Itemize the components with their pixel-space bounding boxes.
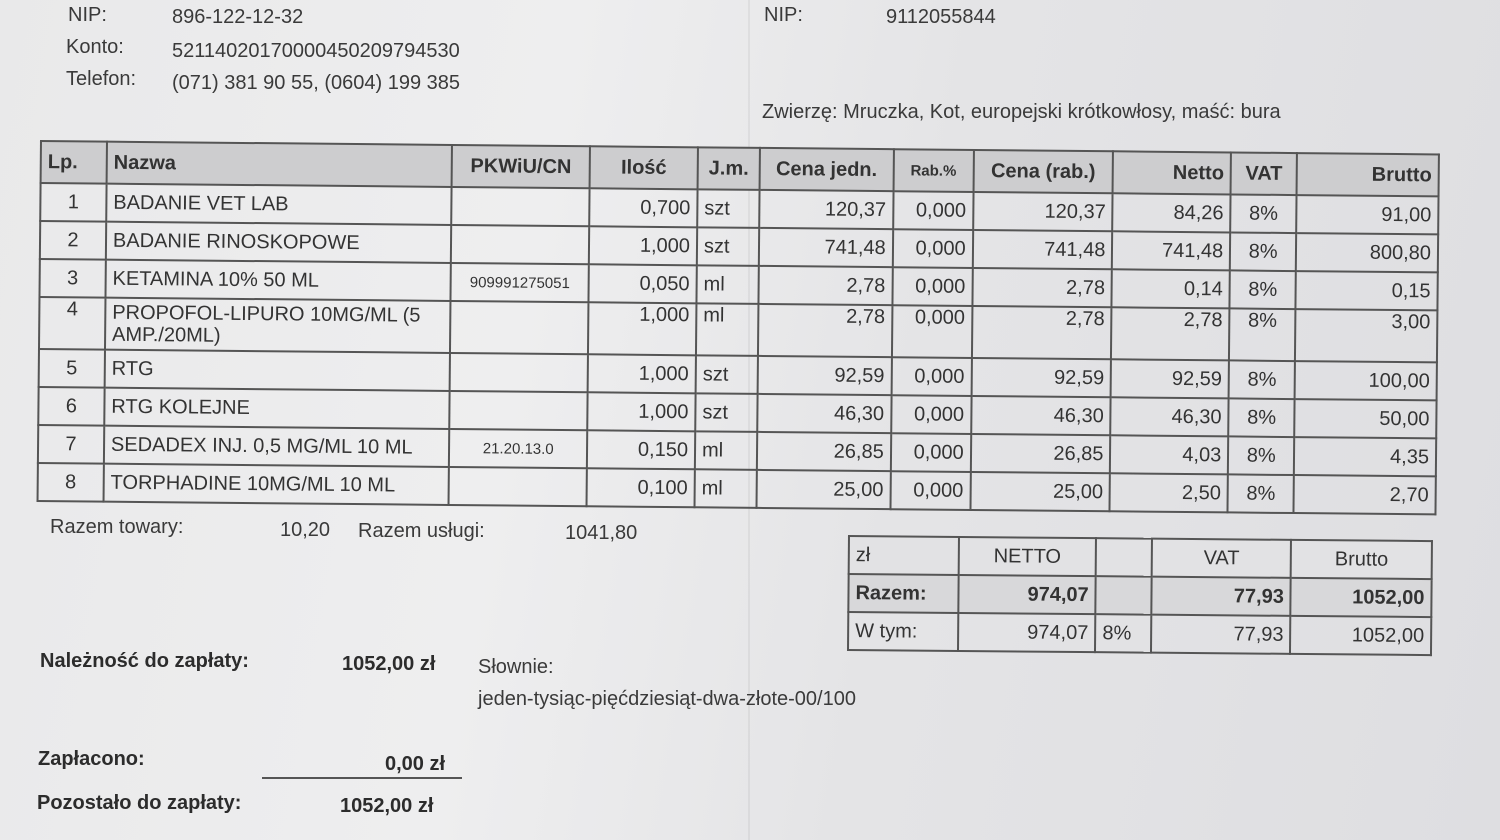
cell-price: 2,78 — [758, 304, 892, 357]
buyer-nip-label: NIP: — [764, 4, 803, 26]
amount-due: 1052,00 zł — [342, 653, 436, 675]
col-cena-rab: Cena (rab.) — [973, 150, 1113, 193]
summary-breakdown-netto: 974,07 — [958, 613, 1096, 652]
cell-pkwiu: 21.20.13.0 — [449, 429, 587, 468]
cell-pkwiu — [449, 467, 587, 506]
vat-summary-table — [847, 535, 1433, 656]
cell-pkwiu — [451, 225, 589, 264]
col-nazwa: Nazwa — [106, 142, 452, 187]
cell-rab: 0,000 — [891, 357, 971, 396]
cell-pkwiu — [450, 353, 588, 392]
cell-rab: 0,000 — [892, 267, 972, 306]
separator-line — [262, 777, 462, 779]
col-pkwiu: PKWiU/CN — [452, 145, 590, 188]
cell-vat: 8% — [1228, 398, 1294, 437]
cell-qty: 0,150 — [587, 430, 695, 469]
cell-qty: 0,050 — [589, 264, 697, 303]
animal-info: Zwierzę: Mruczka, Kot, europejski krótkowłosy, maść: bura — [762, 101, 1281, 123]
cell-name: RTG KOLEJNE — [104, 388, 450, 429]
cell-rab: 0,000 — [893, 191, 973, 230]
items-table — [37, 140, 1440, 515]
cell-vat: 8% — [1230, 270, 1296, 309]
cell-name: KETAMINA 10% 50 ML — [105, 260, 451, 301]
summary-header-row — [849, 536, 1432, 579]
remaining-label: Pozostało do zapłaty: — [37, 792, 242, 814]
cell-price-rab: 741,48 — [972, 230, 1112, 269]
summary-total-brutto: 1052,00 — [1291, 578, 1432, 617]
col-ilosc: Ilość — [590, 146, 698, 189]
cell-price: 92,59 — [758, 356, 892, 395]
cell-lp: 2 — [40, 221, 106, 260]
cell-rab: 0,000 — [891, 433, 971, 472]
cell-unit: szt — [697, 189, 759, 228]
cell-name: SEDADEX INJ. 0,5 MG/ML 10 ML — [104, 426, 450, 467]
summary-col-netto: NETTO — [958, 537, 1096, 576]
seller-konto: 52114020170000450209794530 — [172, 40, 460, 62]
cell-qty: 0,100 — [587, 468, 695, 507]
summary-breakdown-vat: 77,93 — [1151, 615, 1291, 654]
cell-qty: 0,700 — [589, 188, 697, 227]
cell-brutto: 100,00 — [1295, 361, 1437, 400]
cell-price-rab: 26,85 — [971, 434, 1111, 473]
cell-vat: 8% — [1229, 308, 1295, 361]
cell-price: 25,00 — [756, 470, 890, 509]
cell-price: 2,78 — [758, 266, 892, 305]
seller-tel: (071) 381 90 55, (0604) 199 385 — [172, 72, 460, 94]
cell-brutto: 4,35 — [1294, 437, 1436, 476]
cell-netto: 46,30 — [1111, 397, 1229, 436]
cell-rab: 0,000 — [892, 305, 972, 358]
seller-konto-label: Konto: — [66, 36, 124, 58]
summary-total-row — [848, 574, 1431, 617]
summary-breakdown-row — [848, 612, 1431, 655]
cell-vat: 8% — [1229, 360, 1295, 399]
cell-price-rab: 2,78 — [972, 306, 1112, 359]
seller-nip-label: NIP: — [68, 4, 107, 26]
cell-netto: 2,78 — [1111, 307, 1229, 360]
cell-name: BADANIE RINOSKOPOWE — [106, 222, 452, 263]
cell-netto: 0,14 — [1112, 269, 1230, 308]
cell-netto: 2,50 — [1110, 473, 1228, 512]
cell-brutto: 2,70 — [1294, 475, 1436, 514]
cell-pkwiu — [451, 187, 589, 226]
col-lp: Lp. — [41, 141, 107, 184]
cell-name: TORPHADINE 10MG/ML 10 ML — [103, 464, 449, 505]
summary-col-brutto: Brutto — [1291, 540, 1432, 579]
cell-lp: 5 — [39, 349, 105, 388]
cell-vat: 8% — [1230, 232, 1296, 271]
summary-breakdown-label: W tym: — [848, 612, 958, 651]
paid-label: Zapłacono: — [38, 748, 145, 770]
cell-price-rab: 46,30 — [971, 396, 1111, 435]
summary-breakdown-rate: 8% — [1095, 614, 1151, 652]
cell-vat: 8% — [1230, 194, 1296, 233]
summary-col-vat: VAT — [1152, 539, 1292, 578]
summary-col-currency: zł — [849, 536, 959, 575]
summary-total-netto: 974,07 — [958, 575, 1096, 614]
goods-total-label: Razem towary: — [50, 516, 184, 538]
col-vat: VAT — [1231, 152, 1297, 195]
cell-price-rab: 120,37 — [973, 192, 1113, 231]
cell-vat: 8% — [1228, 474, 1294, 513]
buyer-nip: 9112055844 — [886, 6, 996, 28]
cell-brutto: 3,00 — [1295, 309, 1437, 362]
cell-price-rab: 25,00 — [970, 472, 1110, 511]
in-words-label: Słownie: — [478, 656, 554, 678]
cell-lp: 8 — [38, 463, 104, 502]
cell-unit: szt — [696, 355, 758, 394]
cell-pkwiu — [449, 391, 587, 430]
cell-unit: ml — [695, 431, 757, 470]
summary-breakdown-brutto: 1052,00 — [1290, 616, 1431, 655]
cell-lp: 3 — [39, 259, 105, 298]
cell-price: 46,30 — [757, 394, 891, 433]
cell-netto: 84,26 — [1113, 193, 1231, 232]
cell-price: 741,48 — [759, 228, 893, 267]
paid-amount: 0,00 zł — [385, 753, 446, 775]
col-jm: J.m. — [698, 147, 760, 190]
col-brutto: Brutto — [1297, 153, 1439, 196]
goods-total: 10,20 — [280, 519, 331, 541]
cell-lp: 6 — [38, 387, 104, 426]
cell-pkwiu: 909991275051 — [451, 263, 589, 302]
summary-total-vat: 77,93 — [1151, 577, 1291, 616]
cell-rab: 0,000 — [893, 229, 973, 268]
cell-pkwiu — [450, 301, 588, 354]
cell-qty: 1,000 — [588, 354, 696, 393]
cell-qty: 1,000 — [587, 392, 695, 431]
seller-nip: 896-122-12-32 — [172, 6, 304, 28]
services-total-label: Razem usługi: — [358, 520, 485, 542]
services-total: 1041,80 — [565, 522, 638, 544]
cell-name: BADANIE VET LAB — [106, 184, 452, 225]
cell-price-rab: 2,78 — [972, 268, 1112, 307]
cell-brutto: 0,15 — [1296, 271, 1438, 310]
cell-netto: 741,48 — [1112, 231, 1230, 270]
cell-qty: 1,000 — [589, 226, 697, 265]
cell-unit: szt — [697, 227, 759, 266]
col-rab: Rab.% — [893, 149, 973, 192]
cell-name: RTG — [105, 350, 451, 391]
summary-total-label: Razem: — [848, 574, 958, 613]
remaining-amount: 1052,00 zł — [340, 795, 434, 817]
cell-unit: ml — [696, 303, 758, 356]
amount-due-label: Należność do zapłaty: — [40, 650, 249, 672]
cell-lp: 7 — [38, 425, 104, 464]
cell-netto: 4,03 — [1110, 435, 1228, 474]
cell-price: 26,85 — [757, 432, 891, 471]
cell-vat: 8% — [1228, 436, 1294, 475]
cell-qty: 1,000 — [588, 302, 696, 355]
cell-lp: 4 — [39, 297, 105, 350]
cell-netto: 92,59 — [1111, 359, 1229, 398]
seller-tel-label: Telefon: — [66, 68, 137, 90]
cell-brutto: 800,80 — [1296, 233, 1438, 272]
cell-lp: 1 — [40, 183, 106, 222]
col-cena-jedn: Cena jedn. — [759, 148, 893, 191]
cell-unit: szt — [695, 393, 757, 432]
cell-name: PROPOFOL-LIPURO 10MG/ML (5 AMP./20ML) — [105, 298, 451, 353]
cell-rab: 0,000 — [890, 471, 970, 510]
summary-total-rate — [1096, 576, 1152, 614]
cell-price-rab: 92,59 — [971, 358, 1111, 397]
cell-unit: ml — [694, 469, 756, 508]
cell-unit: ml — [696, 265, 758, 304]
amount-in-words: jeden-tysiąc-pięćdziesiąt-dwa-złote-00/100 — [478, 688, 856, 710]
cell-brutto: 91,00 — [1296, 195, 1438, 234]
summary-col-rate — [1096, 538, 1152, 576]
cell-brutto: 50,00 — [1294, 399, 1436, 438]
cell-rab: 0,000 — [891, 395, 971, 434]
col-netto: Netto — [1113, 151, 1231, 194]
cell-price: 120,37 — [759, 190, 893, 229]
